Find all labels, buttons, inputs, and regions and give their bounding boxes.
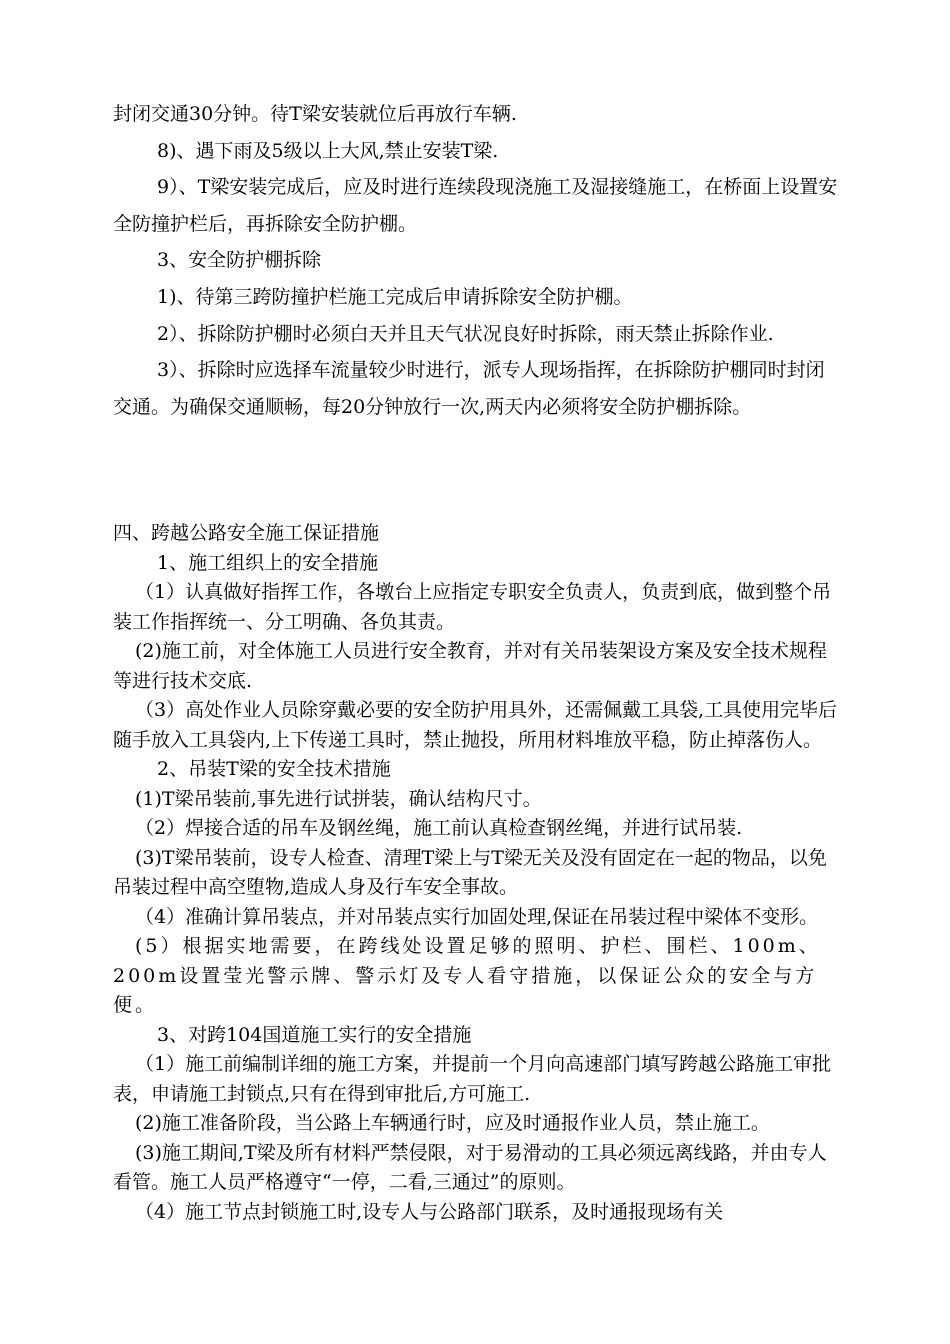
list-item: （3）高处作业人员除穿戴必要的安全防护用具外，还需佩戴工具袋,工具使用完毕后随手放入工具袋内,上下传递工具时，禁止抛投，所用材料堆放平稳，防止掉落伤人。 bbox=[113, 699, 838, 751]
list-item: (2)施工前，对全体施工人员进行安全教育，并对有关吊装架设方案及安全技术规程等进行技术交底. bbox=[113, 640, 827, 692]
paragraph: 2）、拆除防护棚时必须白天并且天气状况良好时拆除，雨天禁止拆除作业. bbox=[157, 322, 774, 345]
subheading: 3、对跨104国道施工实行的安全措施 bbox=[157, 1023, 472, 1046]
paragraph: 1)、待第三跨防撞护栏施工完成后申请拆除安全防护棚。 bbox=[157, 285, 633, 308]
list-item: (1)T梁吊装前,事先进行试拼装，确认结构尺寸。 bbox=[135, 787, 542, 810]
paragraph: 封闭交通30分钟。待T梁安装就位后再放行车辆. bbox=[113, 103, 517, 125]
list-item: （4）准确计算吊装点，并对吊装点实行加固处理,保证在吊装过程中梁体不变形。 bbox=[135, 905, 819, 928]
list-item: (3)T梁吊装前，设专人检查、清理T梁上与T梁无关及没有固定在一起的物品，以免吊装过程中高空堕物,造成人身及行车安全事故。 bbox=[113, 846, 827, 898]
section-safety-shed bbox=[113, 96, 838, 425]
section-highway-safety bbox=[113, 519, 838, 1227]
list-item: (3)施工期间,T梁及所有材料严禁侵限，对于易滑动的工具必须远离线路，并由专人看管。施工人员严格遵守“一停，二看,三通过”的原则。 bbox=[113, 1141, 827, 1193]
list-item: (5）根据实地需要，在跨线处设置足够的照明、护栏、围栏、100m、200m设置莹光警示牌、警示灯及专人看守措施，以保证公众的安全与方便。 bbox=[113, 935, 821, 1016]
subheading: 3、安全防护棚拆除 bbox=[157, 249, 322, 272]
paragraph: 9）、T梁安装完成后，应及时进行连续段现浇施工及湿接缝施工，在桥面上设置安全防撞护栏后，再拆除安全防护棚。 bbox=[113, 176, 838, 235]
paragraph: 8)、遇下雨及5级以上大风,禁止安装T梁. bbox=[157, 139, 499, 162]
subheading: 1、施工组织上的安全措施 bbox=[157, 551, 379, 574]
list-item: （4）施工节点封锁施工时,设专人与公路部门联系，及时通报现场有关 bbox=[135, 1200, 724, 1223]
list-item: （1）认真做好指挥工作，各墩台上应指定专职安全负责人，负责到底，做到整个吊装工作指挥统一、分工明确、各负其责。 bbox=[113, 581, 832, 633]
section-title: 四、跨越公路安全施工保证措施 bbox=[113, 522, 380, 544]
paragraph: 3）、拆除时应选择车流量较少时进行，派专人现场指挥，在拆除防护棚同时封闭交通。为确保交通顺畅，每20分钟放行一次,两天内必须将安全防护棚拆除。 bbox=[113, 359, 825, 418]
list-item: (2)施工准备阶段，当公路上车辆通行时，应及时通报作业人员，禁止施工。 bbox=[135, 1112, 770, 1134]
subheading: 2、吊装T梁的安全技术措施 bbox=[157, 758, 391, 780]
list-item: （1）施工前编制详细的施工方案，并提前一个月向高速部门填写跨越公路施工审批表，申请施工封锁点,只有在得到审批后,方可施工. bbox=[113, 1053, 832, 1105]
list-item: （2）焊接合适的吊车及钢丝绳，施工前认真检查钢丝绳，并进行试吊装. bbox=[135, 817, 743, 839]
